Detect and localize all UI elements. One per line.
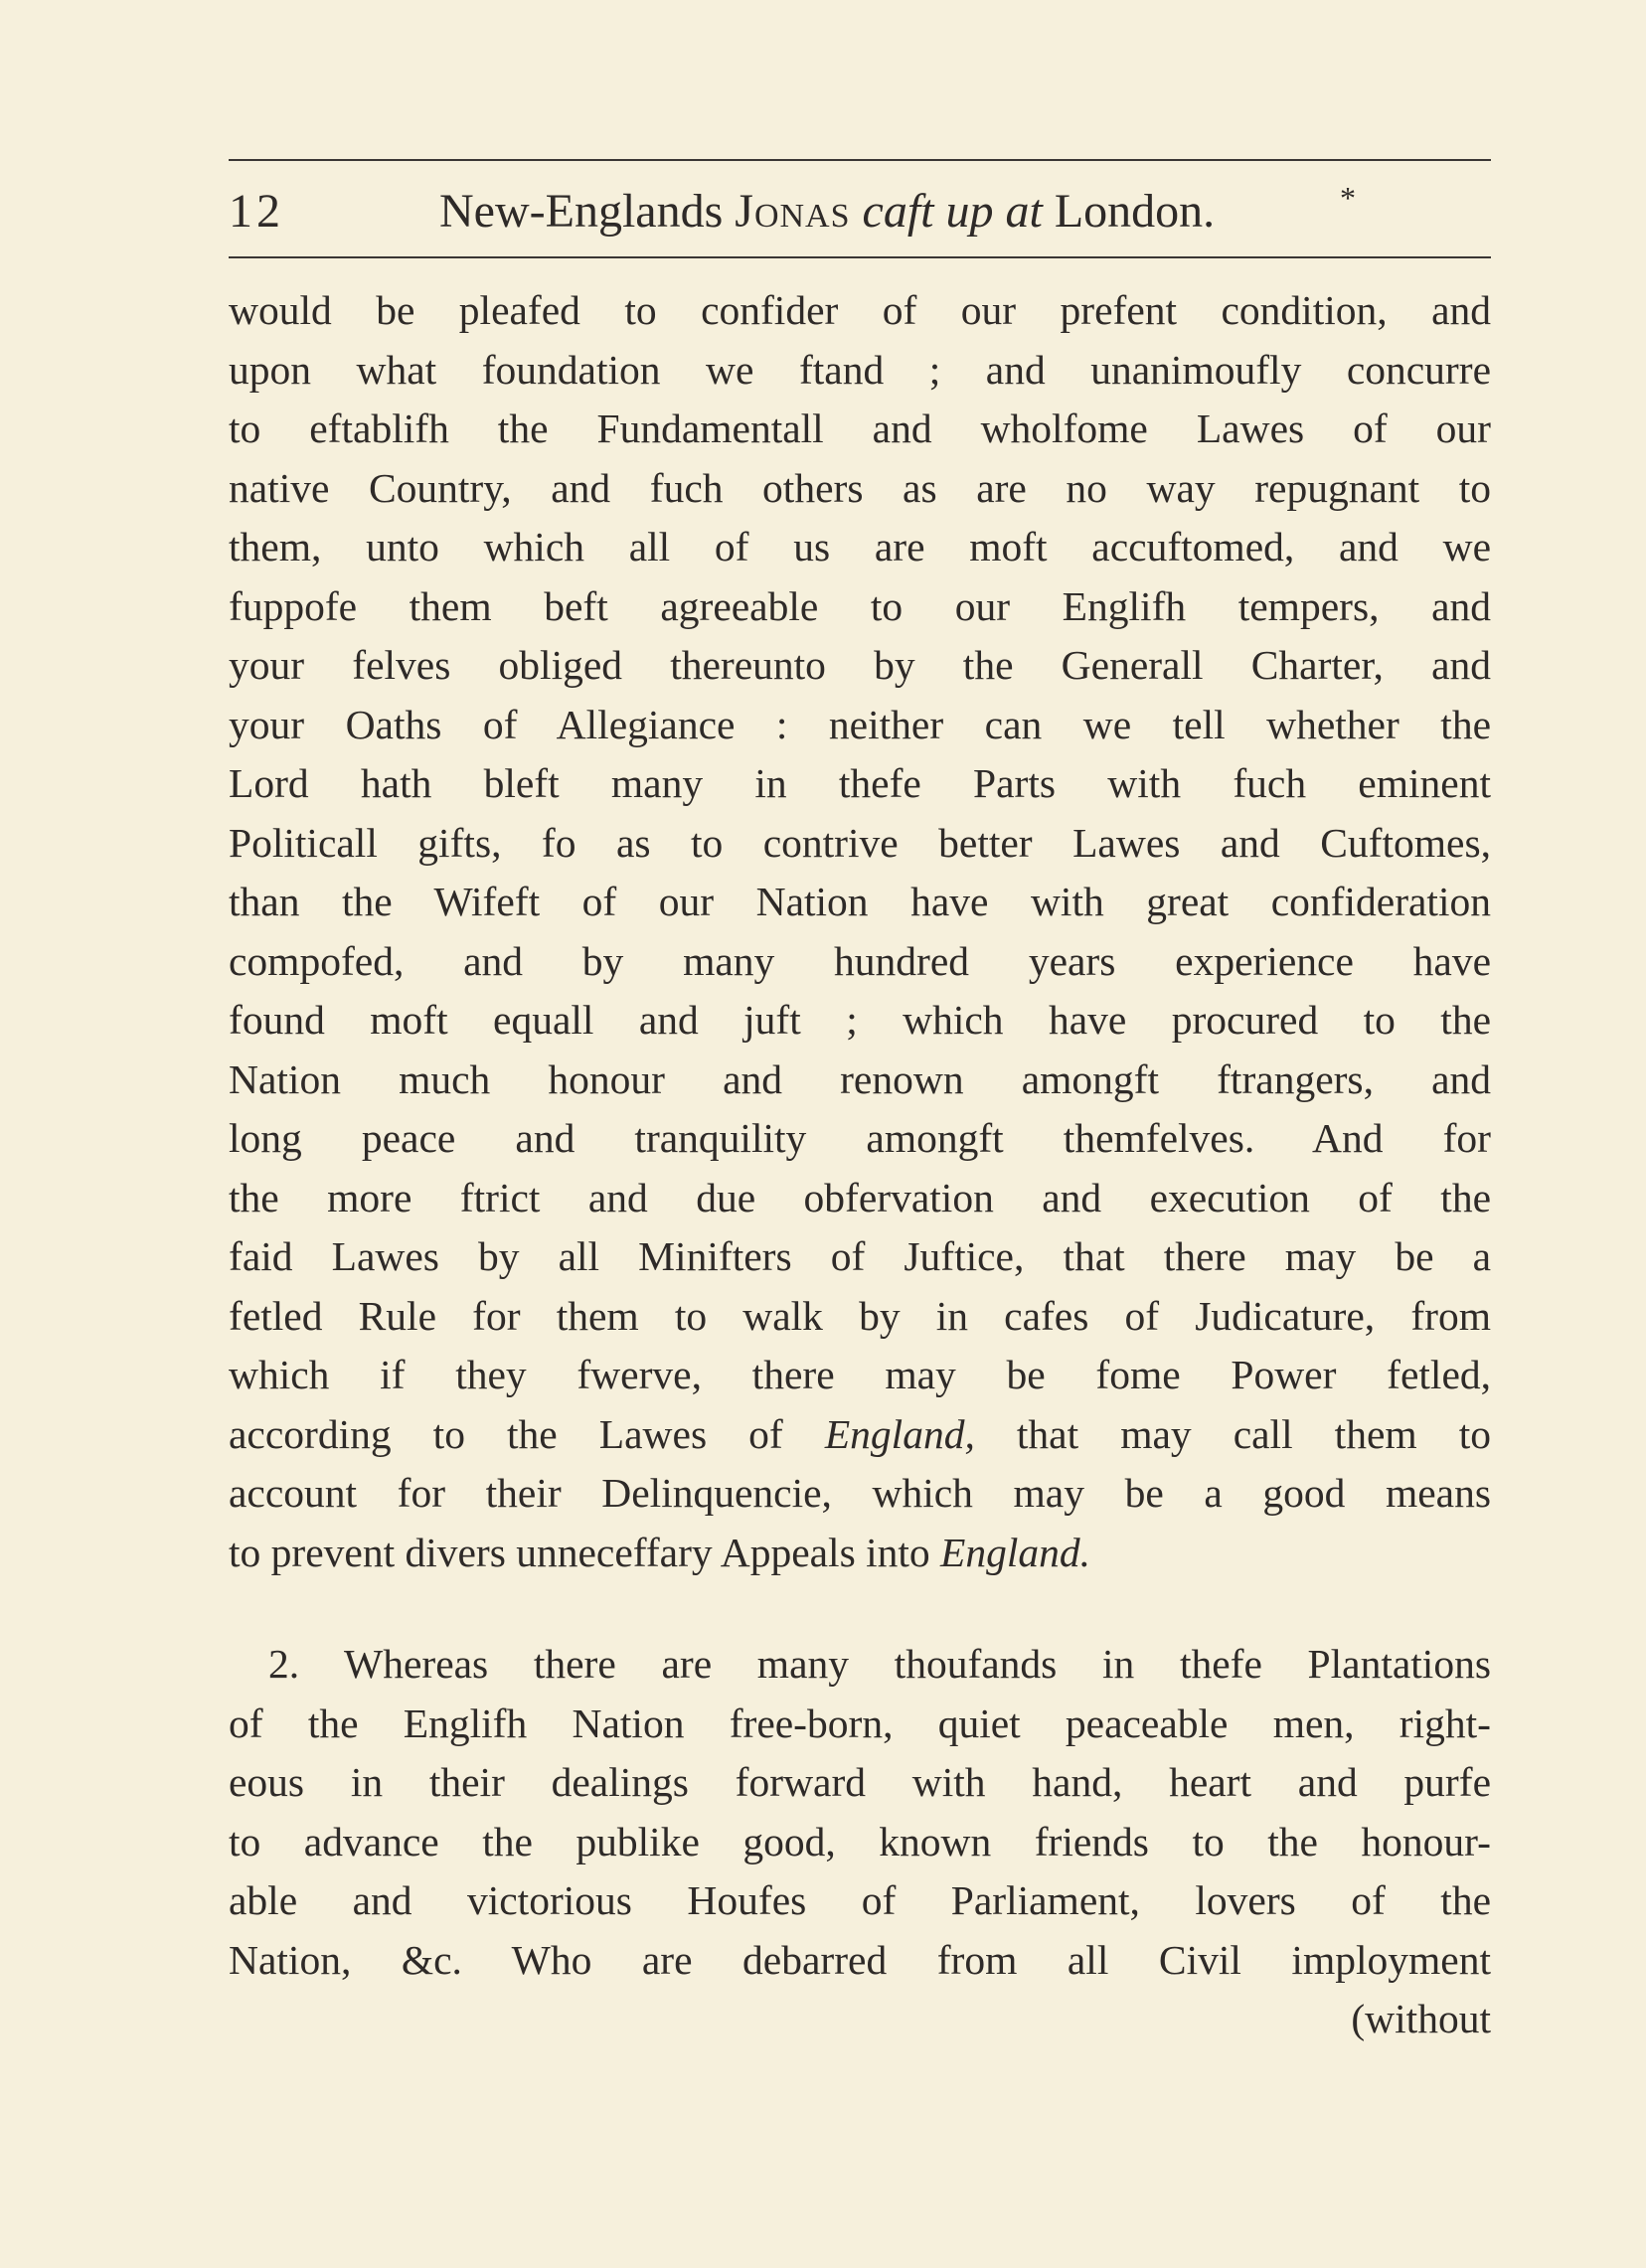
page-number: 12 <box>229 185 284 238</box>
text-line: than the Wifeft of our Nation have with great confideration <box>229 879 1491 924</box>
text-line: to advance the publike good, known friends to the honour- <box>229 1818 1491 1864</box>
title-italic: caft up at <box>862 185 1043 238</box>
text-line: them, unto which all of us are moft accuftomed, and we <box>229 524 1491 569</box>
text-line: Lord hath bleft many in thefe Parts with fuch eminent <box>229 760 1491 806</box>
text-line <box>229 1405 1491 1465</box>
text-line: compofed, and by many hundred years experience have <box>229 937 1491 984</box>
text-line: of the Englifh Nation free-born, quiet peaceable men, right- <box>229 1700 1491 1746</box>
title-start: New-Englands <box>439 185 724 238</box>
text-line: Nation, &c. Who are debarred from all Civil imployment <box>229 1936 1491 1983</box>
text-line: native Country, and fuch others as are no way repugnant to <box>229 464 1491 511</box>
text-line: Nation much honour and renown amongft ftrangers, and <box>229 1055 1491 1102</box>
title-smallcaps: Jonas <box>735 185 851 238</box>
text-line: fetled Rule for them to walk by in cafes of Judicature, from <box>229 1292 1491 1339</box>
header-rule-top <box>229 159 1491 161</box>
text-line: to eftablifh the Fundamentall and wholfome Lawes of our <box>229 405 1491 451</box>
running-head <box>229 177 1491 246</box>
signature-mark: * <box>1340 180 1356 216</box>
text-line: which if they fwerve, there may be fome Power fetled, <box>229 1352 1491 1397</box>
line-segment: according to the Lawes of <box>229 1410 825 1457</box>
paragraph-number: 2. <box>268 1641 300 1687</box>
page-title <box>439 177 1215 246</box>
place-name-italic: England. <box>940 1529 1091 1575</box>
text-line: your Oaths of Allegiance : neither can we tell whether the <box>229 701 1491 747</box>
text-line: fuppofe them beft agreeable to our Englifh tempers, and <box>229 582 1491 629</box>
text-line: the more ftrict and due obfervation and execution of the <box>229 1174 1491 1220</box>
catchword: (without <box>1351 1996 1491 2041</box>
text-line: long peace and tranquility amongft themfelves. And for <box>229 1115 1491 1161</box>
header-rule-bottom <box>229 256 1491 258</box>
place-name-italic: England, <box>824 1410 975 1457</box>
text-line: upon what foundation we ftand ; and unanimoufly concurre <box>229 346 1491 393</box>
text-line: able and victorious Houfes of Parliament, lovers of the <box>229 1877 1491 1923</box>
text-line: would be pleafed to confider of our prefent condition, and <box>229 287 1491 333</box>
line-segment: that may call them to <box>974 1410 1492 1457</box>
paragraph-2 <box>229 1635 1491 2049</box>
text-line: faid Lawes by all Minifters of Juftice, that there may be a <box>229 1233 1491 1279</box>
line-segment: to prevent divers unneceffary Appeals into <box>229 1529 941 1575</box>
title-end: London. <box>1054 185 1216 238</box>
text-line: account for their Delinquencie, which may be a good means <box>229 1470 1491 1516</box>
text-line: found moft equall and juft ; which have procured to the <box>229 997 1491 1043</box>
text-line: your felves obliged thereunto by the Generall Charter, and <box>229 642 1491 688</box>
text-line <box>229 1524 1491 1583</box>
text-line: eous in their dealings forward with hand, heart and purfe <box>229 1759 1491 1805</box>
text-line <box>229 1635 1491 1695</box>
paragraph-1 <box>229 281 1491 1582</box>
line-segment: Whereas there are many thoufands in thefe Plantations <box>344 1641 1491 1687</box>
text-line: Politicall gifts, fo as to contrive better Lawes and Cuftomes, <box>229 819 1491 866</box>
